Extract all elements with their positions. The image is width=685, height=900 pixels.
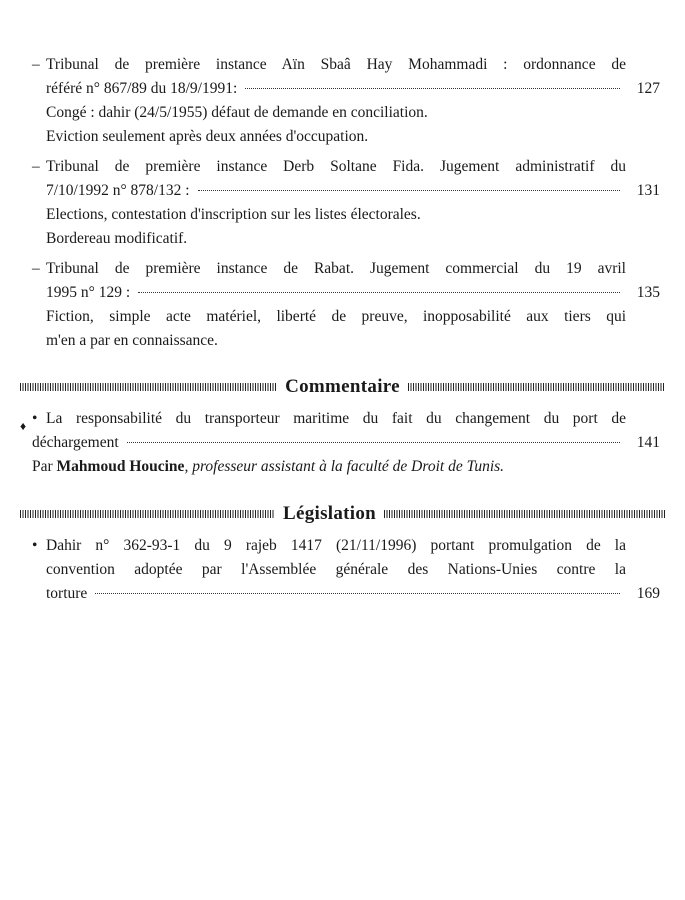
section-header-commentaire (20, 376, 665, 398)
page-number: 141 (636, 434, 660, 451)
dash-marker: – (32, 56, 40, 73)
bullet: • (32, 410, 38, 427)
entry-title-cont: 1995 n° 129 : (46, 284, 131, 301)
entry-title: Tribunal de première instance Aïn Sbaâ Hay Mohammadi : ordonnance de (46, 56, 626, 73)
entry-title: Tribunal de première instance de Rabat. Jugement commercial du 19 avril (46, 260, 626, 277)
entry-detail: Elections, contestation d'inscription sur les listes électorales. (46, 206, 421, 223)
author-prefix: Par (32, 458, 53, 475)
author-role: , professeur assistant à la faculté de Droit de Tunis. (184, 458, 505, 475)
entry-title-cont: 7/10/1992 n° 878/132 : (46, 182, 190, 199)
page-number: 135 (636, 284, 660, 301)
entry-title-cont: référé n° 867/89 du 18/9/1991: (46, 80, 238, 97)
entry-detail: Congé : dahir (24/5/1955) défaut de demande en conciliation. (46, 104, 428, 121)
section-title: Commentaire (285, 376, 400, 397)
section-title: Législation (283, 503, 377, 524)
leader-dots (127, 442, 620, 443)
entry-title-cont: déchargement (32, 434, 119, 451)
hatched-rule (384, 510, 665, 518)
section-header-legislation (20, 503, 665, 525)
dash-marker: – (32, 260, 40, 277)
entry-detail: Eviction seulement après deux années d'occupation. (46, 128, 369, 145)
entry-title: La responsabilité du transporteur maritime du fait du changement du port de (46, 410, 626, 427)
hatched-rule (20, 383, 277, 391)
bullet: • (32, 537, 38, 554)
entry-detail: Fiction, simple acte matériel, liberté de preuve, inopposabilité aux tiers qui (46, 308, 626, 325)
toc-entry (32, 53, 660, 149)
toc-entry (32, 155, 660, 251)
leader-dots (245, 88, 620, 89)
leader-dots (95, 593, 620, 594)
toc-entry (32, 407, 660, 479)
entry-title-cont: convention adoptée par l'Assemblée générale des Nations-Unies contre la (46, 561, 626, 578)
dash-marker: – (32, 158, 40, 175)
author-name: Mahmoud Houcine (56, 458, 185, 475)
page-number: 127 (636, 80, 660, 97)
toc-entry (32, 534, 660, 606)
entry-title: Tribunal de première instance Derb Soltane Fida. Jugement administratif du (46, 158, 626, 175)
leader-dots (138, 292, 620, 293)
entry-title-cont: torture (46, 585, 88, 602)
entry-title: Dahir n° 362-93-1 du 9 rajeb 1417 (21/11/1996) portant promulgation de la (46, 537, 626, 554)
page-number: 131 (636, 182, 660, 199)
page-number: 169 (636, 585, 660, 602)
toc-entry (32, 257, 660, 353)
entry-detail: Bordereau modificatif. (46, 230, 188, 247)
hatched-rule (20, 510, 275, 518)
entry-detail: m'en a par en connaissance. (46, 332, 218, 349)
bullet-mark: ♦ (20, 419, 27, 433)
leader-dots (198, 190, 620, 191)
hatched-rule (408, 383, 665, 391)
